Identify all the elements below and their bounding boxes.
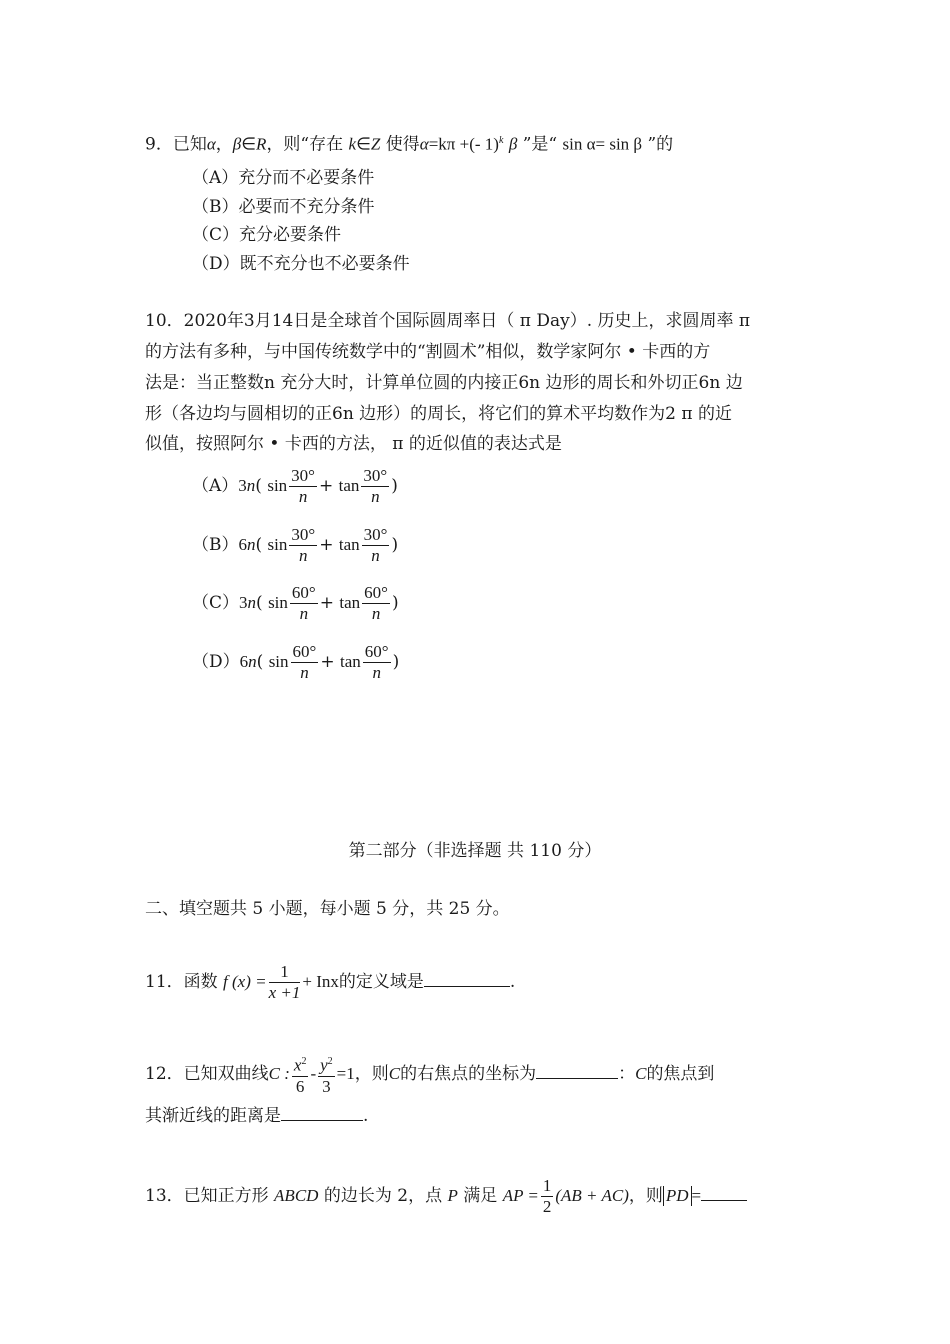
q10-line-4: 形（各边均与圆相切的正6n 边形）的周长，将它们的算术平均数作为2 π 的近 xyxy=(145,404,732,424)
q10-c-frac2 xyxy=(362,583,390,624)
q9-sin-eq: sin α= sin β xyxy=(562,134,643,154)
q10-b-num2: 30° xyxy=(363,525,388,544)
q12-frac2 xyxy=(318,1052,335,1097)
q12-text-a: 已知双曲线 xyxy=(183,1063,269,1084)
q9-in-z: ∈ xyxy=(356,134,371,154)
q10-line-3: 法是：当正整数n 充分大时，计算单位圆的内接正6n 边形的周长和外切正6n 边 xyxy=(145,373,743,393)
q12-eq: =1 xyxy=(336,1063,355,1083)
q9-R: R xyxy=(256,134,267,154)
q13-text-a: 已知正方形 xyxy=(183,1186,269,1206)
q10-d-coef: 6 xyxy=(239,652,249,671)
q12-den2: 3 xyxy=(322,1076,331,1096)
q10-c-den2: n xyxy=(371,604,381,623)
q11-tail: + Inx xyxy=(302,972,339,991)
q9-text-a: 已知 xyxy=(172,134,207,155)
q10-d-den1: n xyxy=(300,663,309,682)
q11-text-a: 函数 xyxy=(183,972,218,992)
q9-stem xyxy=(145,130,673,156)
q12-minus: - xyxy=(310,1063,317,1083)
q9-text-d: ”是“ xyxy=(522,134,558,155)
part2-title: 第二部分（非选择题 共 110 分） xyxy=(348,841,602,861)
q10-a-den2: n xyxy=(371,487,380,506)
q12-blank-2[interactable] xyxy=(281,1104,363,1121)
q10-a-den1: n xyxy=(298,487,308,506)
q11-number: 11． xyxy=(145,972,184,992)
q10-a-num1: 30° xyxy=(291,466,315,485)
q10-d-frac2 xyxy=(363,642,391,683)
q11-frac xyxy=(269,962,301,1003)
q11 xyxy=(145,962,515,1003)
q10-option-b: （B）6n( sin $\frac{30^\circ}{n}$ + tan $\frac{30^\circ}{n}$ ) xyxy=(192,525,399,565)
q11-den: x +1 xyxy=(268,983,301,1002)
q12-sq2: 2 xyxy=(327,1056,333,1067)
q12-frac1 xyxy=(292,1052,309,1097)
q10-b-frac2 xyxy=(362,525,390,566)
q10-c-tan: tan xyxy=(339,593,361,612)
q10-c-n: n xyxy=(247,593,257,612)
q10-option-c: （C）3n( sin $\frac{60^\circ}{n}$ + tan $\frac{60^\circ}{n}$ ) xyxy=(192,583,399,623)
q10-a-coef: 3 xyxy=(238,476,247,495)
q12-text-b: ，则 xyxy=(354,1063,389,1084)
q12-text-c: 的右焦点的坐标为 xyxy=(400,1063,537,1084)
q9-beta: β xyxy=(232,134,242,154)
q12-C: C : xyxy=(268,1063,290,1083)
q9-comma: ， xyxy=(215,134,233,155)
q13-blank[interactable] xyxy=(701,1184,747,1201)
q10-b-den2: n xyxy=(371,546,380,565)
q13-abs xyxy=(663,1186,692,1206)
q11-fx: f (x) = xyxy=(223,972,267,991)
q10-d-num1: 60° xyxy=(292,642,317,661)
q10-d-den2: n xyxy=(372,663,381,682)
q10-a-frac1 xyxy=(289,466,317,507)
q9-option-a: （A）充分而不必要条件 xyxy=(192,168,375,188)
q10-a-n: n xyxy=(246,476,256,495)
q11-num: 1 xyxy=(269,962,301,983)
q13-den: 2 xyxy=(542,1197,552,1216)
q12-line-2 xyxy=(145,1104,368,1127)
q12-num2: y xyxy=(320,1055,328,1075)
q9-text-b: ，则“存在 xyxy=(266,134,344,155)
q10-line-5: 似值，按照阿尔 • 卡西的方法， π 的近似值的表达式是 xyxy=(145,434,562,454)
q12-C2: C xyxy=(388,1063,401,1083)
q10-a-num2: 30° xyxy=(363,466,388,485)
q9-in: ∈ xyxy=(241,134,257,154)
q9-text-e: ”的 xyxy=(647,134,674,155)
q12-C3: C xyxy=(635,1063,647,1083)
q10-d-tan: tan xyxy=(340,652,361,671)
q12-sq1: 2 xyxy=(301,1056,307,1067)
q13-AP: AP = xyxy=(502,1186,539,1205)
q10-line-1: 10．2020年3月14日是全球首个国际圆周率日（ π Day）. 历史上，求圆周率 π xyxy=(145,311,751,331)
q9-Z: Z xyxy=(370,134,381,154)
q9-option-b: （B）必要而不充分条件 xyxy=(192,197,375,217)
q13-expr: (AB + AC) xyxy=(555,1186,629,1205)
q10-b-n: n xyxy=(247,535,256,554)
q11-text-b: 的定义域是 xyxy=(338,972,424,992)
q13-P: P xyxy=(447,1186,458,1205)
q13-eq: = xyxy=(691,1186,702,1205)
q9-formula: =kπ +(- 1) xyxy=(428,134,499,154)
q12-colon: ： xyxy=(618,1063,636,1084)
q10-a-frac2 xyxy=(361,466,389,507)
q9-sup-k: k xyxy=(498,135,504,146)
q11-period: . xyxy=(509,972,516,992)
q10-d-label: （D） xyxy=(192,652,240,672)
q9-text-c: 使得 xyxy=(385,134,420,155)
q9-beta2: β xyxy=(508,134,518,154)
q12-period: . xyxy=(363,1106,369,1126)
q9-option-d: （D）既不充分也不必要条件 xyxy=(192,254,410,274)
q10-b-sin: sin xyxy=(267,535,288,554)
q13-ABCD: ABCD xyxy=(274,1186,319,1205)
q13-text-b: 的边长为 2，点 xyxy=(323,1186,443,1206)
q9-alpha: α xyxy=(206,134,216,154)
q10-d-n: n xyxy=(248,652,257,671)
q10-d-frac1 xyxy=(291,642,319,683)
q9-option-c: （C）充分必要条件 xyxy=(192,225,342,245)
q12-den1: 6 xyxy=(295,1076,305,1096)
q10-a-tan: tan xyxy=(338,476,360,495)
q10-b-coef: 6 xyxy=(238,535,247,554)
q10-option-a: （A）3n( sin $\frac{30^\circ}{n}$ + tan $\frac{30^\circ}{n}$ ) xyxy=(192,466,398,506)
q12-number: 12． xyxy=(145,1063,184,1084)
q10-c-label: （C） xyxy=(192,593,240,613)
q10-c-frac1 xyxy=(290,583,318,624)
q10-d-sin: sin xyxy=(268,652,289,671)
q10-c-num1: 60° xyxy=(291,583,316,602)
q12-blank-1[interactable] xyxy=(536,1062,618,1079)
q10-c-coef: 3 xyxy=(239,593,248,612)
section-heading: 二、填空题共 5 小题，每小题 5 分，共 25 分。 xyxy=(145,899,510,919)
q10-c-den1: n xyxy=(299,604,309,623)
q12-line-1 xyxy=(145,1052,714,1097)
q10-b-den1: n xyxy=(299,546,308,565)
q13 xyxy=(145,1176,747,1217)
q10-b-num1: 30° xyxy=(291,525,316,544)
q10-c-sin: sin xyxy=(268,593,288,612)
q10-option-d: （D）6n( sin $\frac{60^\circ}{n}$ + tan $\frac{60^\circ}{n}$ ) xyxy=(192,642,400,682)
q10-c-num2: 60° xyxy=(364,583,388,602)
q12-line2-text: 其渐近线的距离是 xyxy=(145,1106,281,1126)
q9-alpha2: α xyxy=(419,134,429,154)
q13-text-d: ，则 xyxy=(628,1186,663,1206)
q10-a-sin: sin xyxy=(267,476,288,495)
q13-frac xyxy=(541,1176,554,1217)
q9-k: k xyxy=(348,134,357,154)
q12-num1: x xyxy=(293,1055,302,1075)
q13-number: 13． xyxy=(145,1186,184,1206)
q10-b-label: （B） xyxy=(192,535,239,555)
q11-blank[interactable] xyxy=(424,970,510,987)
q10-line-2: 的方法有多种，与中国传统数学中的“割圆术”相似，数学家阿尔 • 卡西的方 xyxy=(145,342,711,362)
q10-b-tan: tan xyxy=(338,535,360,554)
q10-a-label: （A） xyxy=(192,476,239,496)
q10-b-frac1 xyxy=(289,525,317,566)
q10-d-num2: 60° xyxy=(364,642,389,661)
q13-text-c: 满足 xyxy=(463,1186,498,1206)
q13-num: 1 xyxy=(542,1176,552,1195)
q12-text-d: 的焦点到 xyxy=(646,1063,715,1084)
q13-PD: PD xyxy=(665,1186,689,1205)
q9-number: 9． xyxy=(145,134,173,155)
